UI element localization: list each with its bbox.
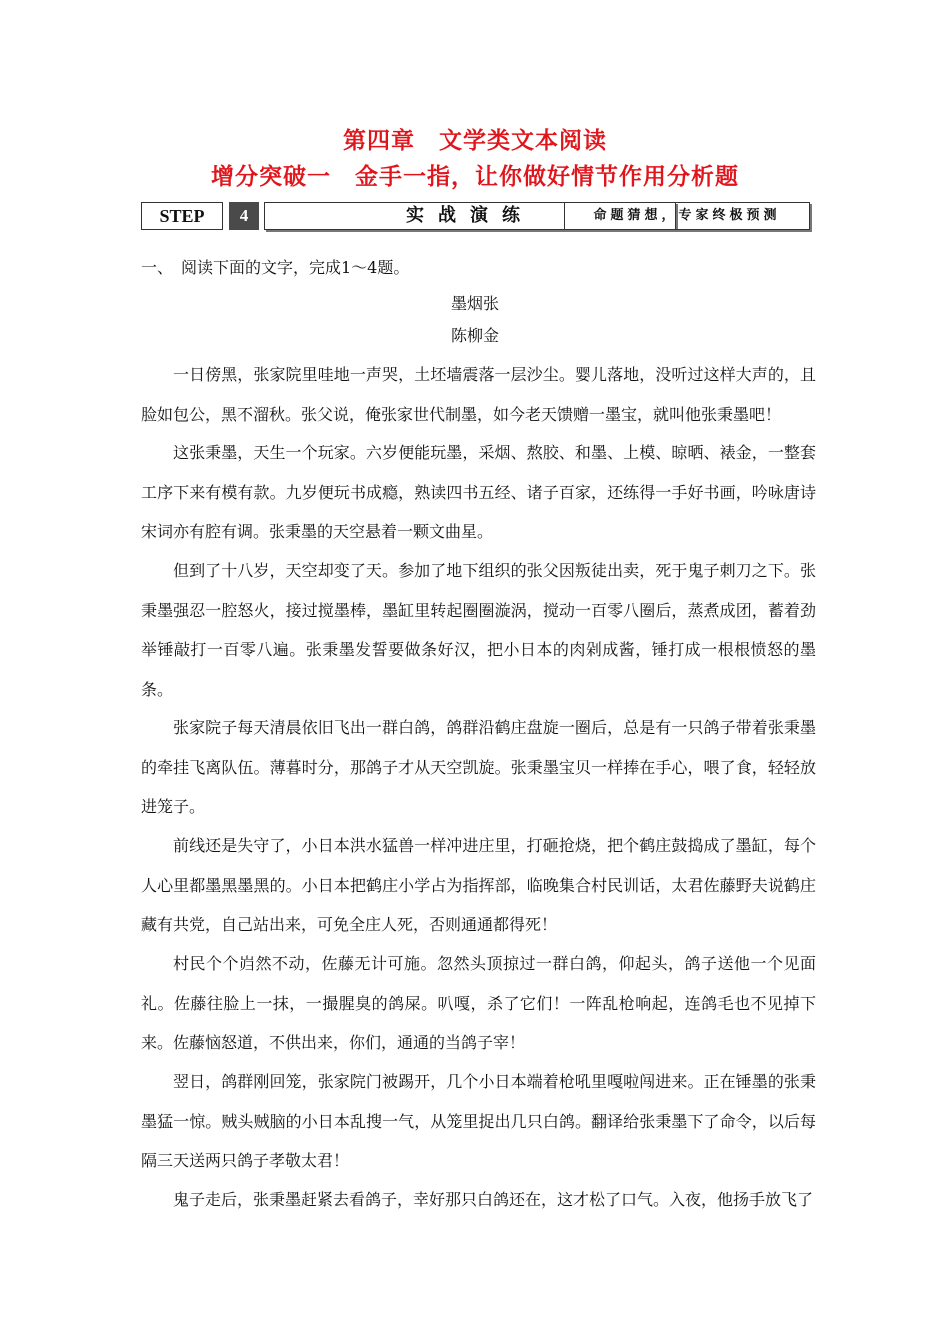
paragraph: 鬼子走后，张秉墨赶紧去看鸽子，幸好那只白鸽还在，这才松了口气。入夜，他扬手放飞了 [173, 1190, 814, 1209]
paragraph: 翌日，鸽群刚回笼，张家院门被踢开，几个小日本端着枪吼里嘎啦闯进来。正在锤墨的张秉墨猛一惊。贼头贼脑的小日本乱搜一气，从笼里捉出几只白鸽。翻译给张秉墨下了命令，以后每隔三天送两只鸽子孝敬太君！ [141, 1072, 816, 1170]
article-title: 墨烟张 [450, 294, 499, 313]
question-intro: 一、 阅读下面的文字，完成1～4题。 [141, 258, 410, 277]
prediction-label: 命题猜想，专家终极预测 [564, 202, 810, 230]
step-label: STEP [141, 202, 223, 230]
paragraph: 前线还是失守了，小日本洪水猛兽一样冲进庄里，打砸抢烧，把个鹤庄鼓捣成了墨缸，每个人心里都墨黑墨黑的。小日本把鹤庄小学占为指挥部，临晚集合村民训话，太君佐藤野夫说鹤庄藏有共党，自己站出来，可免全庄人死，否则通通都得死！ [141, 836, 816, 934]
paragraph: 这张秉墨，天生一个玩家。六岁便能玩墨，采烟、熬胶、和墨、上模、晾晒、裱金，一整套工序下来有模有款。九岁便玩书成瘾，熟读四书五经、诸子百家，还练得一手好书画，吟咏唐诗宋词亦有腔有调。张秉墨的天空悬着一颗文曲星。 [141, 443, 816, 541]
paragraph: 村民个个岿然不动，佐藤无计可施。忽然头顶掠过一群白鸽，仰起头，鸽子送他一个见面礼。佐藤往脸上一抹，一撮腥臭的鸽屎。叭嘎，杀了它们！一阵乱枪响起，连鸽毛也不见掉下来。佐藤恼怒道，不供出来，你们，通通的当鸽子宰！ [141, 954, 816, 1052]
step-number: 4 [229, 202, 259, 230]
paragraph: 一日傍黑，张家院里哇地一声哭，土坯墙震落一层沙尘。婴儿落地，没听过这样大声的，且脸如包公，黑不溜秋。张父说，俺张家世代制墨，如今老天馈赠一墨宝，就叫他张秉墨吧！ [141, 365, 816, 424]
section-title: 增分突破一 金手一指，让你做好情节作用分析题 [211, 164, 739, 190]
practice-label-text: 实战演练 [406, 205, 534, 226]
article-author: 陈柳金 [450, 326, 499, 345]
step-banner [141, 202, 811, 232]
paragraph: 但到了十八岁，天空却变了天。参加了地下组织的张父因叛徒出卖，死于鬼子刺刀之下。张秉墨强忍一腔怒火，接过搅墨棒，墨缸里转起圈圈漩涡，搅动一百零八圈后，蒸煮成团，蓄着劲举锤敲打一百零八遍。张秉墨发誓要做条好汉，把小日本的肉剁成酱，锤打成一根根愤怒的墨条。 [141, 561, 816, 699]
paragraph: 张家院子每天清晨依旧飞出一群白鸽，鸽群沿鹤庄盘旋一圈后，总是有一只鸽子带着张秉墨的牵挂飞离队伍。薄暮时分，那鸽子才从天空凯旋。张秉墨宝贝一样捧在手心，喂了食，轻轻放进笼子。 [141, 718, 816, 816]
chapter-title: 第四章 文学类文本阅读 [343, 128, 607, 154]
